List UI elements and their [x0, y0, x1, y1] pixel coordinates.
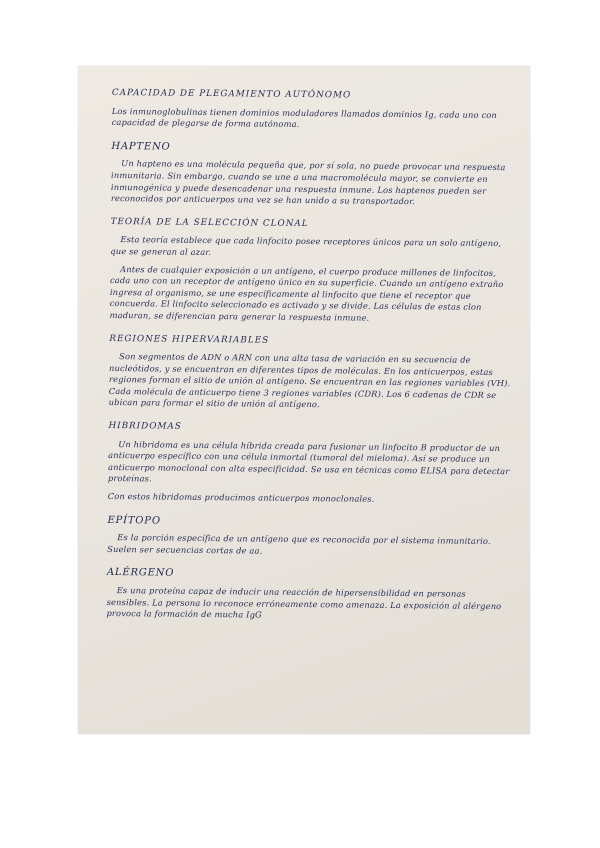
section-title: REGIONES HIPERVARIABLES [109, 333, 270, 346]
section-paragraph: Los inmunoglobulinas tienen dominios moduladores llamados dominios Ig, cada uno con capacidad de plegarse de forma autónoma. [111, 105, 497, 130]
section-title: HIBRIDOMAS [108, 421, 182, 432]
section-hibridomas [108, 421, 513, 507]
section-seleccion-clonal [110, 217, 515, 326]
section-paragraph: Antes de cualquier exposición a un antígeno, el cuerpo produce millones de linfocitos, cada uno con un receptor de antígeno único en su superficie. Cuando un antígeno extraño ingresa al organismo, se une específicamente al linfocito que tiene el receptor que concuerda. El linfocito seleccionado es activado y se divide. Las células de estas clon maduran, se diferencian para generar la respuesta inmune. [109, 263, 504, 323]
section-paragraph: Esta teoría establece que cada linfocito posee receptores únicos para un solo antígeno, que se generan al azar. [110, 234, 502, 257]
section-regiones-hipervariables [109, 333, 514, 413]
section-title: HAPTENO [111, 140, 171, 153]
section-title: CAPACIDAD DE PLEGAMIENTO AUTÓNOMO [111, 88, 352, 101]
section-title: EPÍTOPO [107, 514, 161, 527]
section-paragraph: Con estos hibridomas producimos anticuerpos monoclonales. [107, 491, 375, 504]
section-paragraph: Un hibridoma es una célula híbrida creada para fusionar un linfocito B productor de un anticuerpo específico con una célula inmortal (tumoral del mieloma). Así se produce un anticuerpo monoclonal con alta especificidad. Se usa en técnicas como ELISA para detectar proteínas. [107, 438, 510, 484]
section-title: TEORÍA DE LA SELECCIÓN CLONAL [110, 216, 309, 229]
section-paragraph: Un hapteno es una molécula pequeña que, por sí sola, no puede provocar una respuesta inmunitaria. Sin embargo, cuando se une a una macromolécula mayor, se convierte en inmunogénica y puede desencadenar una respuesta inmune. Los haptenos pueden ser reconocidos por anticuerpos una vez se han unido a su transportador. [110, 158, 506, 207]
section-plegamiento [112, 88, 516, 133]
handwritten-notes [106, 88, 516, 636]
section-paragraph: Es la porción específica de un antígeno que es reconocida por el sistema inmunitario. Suelen ser secuencias cortas de aa. [107, 532, 491, 556]
notebook-page-photo [78, 66, 530, 734]
section-hapteno [111, 141, 516, 209]
section-title: ALÉRGENO [106, 567, 175, 580]
section-alergeno [106, 567, 511, 624]
section-epitopo [107, 515, 511, 560]
section-paragraph: Es una proteína capaz de inducir una reacción de hipersensibilidad en personas sensibles. La persona lo reconoce erróneamente como amenaza. La exposición al alérgeno provoca la formación de mucha IgG [106, 585, 502, 620]
section-paragraph: Son segmentos de ADN o ARN con una alta tasa de variación en su secuencia de nucleótidos, y se encuentran en diferentes tipos de moléculas. En los anticuerpos, estas regiones forman el sitio de unión al antígeno. Se encuentran en las regiones variables (VH). Cada molécula de anticuerpo tiene 3 regiones variables (CDR). Los 6 cadenas de CDR se ubican para formar el sitio de unión al antígeno. [108, 351, 511, 410]
